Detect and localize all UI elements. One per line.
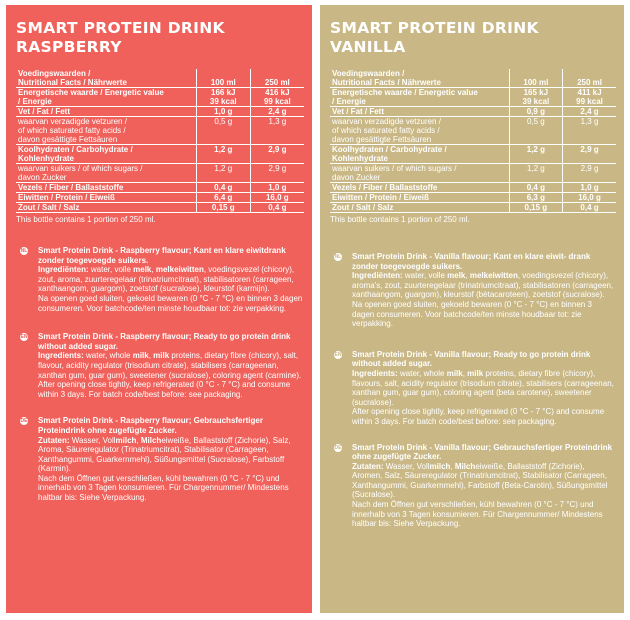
value-line: 39 kcal — [522, 97, 550, 106]
heading-line: eiwitdrank zonder toegevoegde suikers. — [38, 246, 286, 265]
nutrition-row — [330, 193, 616, 203]
value-line: 1,0 g — [580, 183, 599, 192]
heading-line: Smart Protein Drink - Vanilla flavour; Gebrauchsfertiger — [352, 442, 563, 452]
ingredients-text — [38, 436, 304, 474]
nutrition-row — [330, 203, 616, 213]
value-250ml — [250, 117, 304, 145]
value-line: 16,0 g — [265, 193, 289, 202]
value-line: 416 kJ — [265, 88, 290, 97]
ingredients-text — [352, 271, 616, 300]
nutrition-table — [16, 69, 304, 213]
allergen: milch — [115, 435, 137, 445]
language-section-nl — [330, 252, 616, 329]
nutrition-row — [16, 88, 304, 107]
value-line: 0,5 g — [526, 117, 545, 126]
nutrient-label-line: Vet / Fat / Fett — [332, 107, 385, 116]
ingredients-part: , — [136, 435, 141, 445]
value-250ml — [563, 88, 616, 107]
nutrient-label — [16, 145, 196, 164]
nutrient-label — [330, 193, 509, 203]
value-line: 165 kJ — [523, 88, 549, 97]
nutrient-label-line: waarvan verzadigde vetzuren / — [18, 117, 127, 126]
title-line-2: RASPBERRY — [16, 38, 122, 56]
header-line-1: Voedingswaarden / — [18, 69, 91, 78]
nutrient-label — [16, 117, 196, 145]
header-line-2: Nutritional Facts / Nährwerte — [18, 78, 127, 87]
ingredients-label: Zutaten: — [38, 435, 70, 445]
section-heading — [38, 246, 304, 265]
value-line: 0,15 g — [211, 203, 235, 212]
value-250ml — [250, 145, 304, 164]
value-100ml — [509, 164, 562, 183]
allergen: Milch — [454, 461, 476, 471]
heading-line: Smart Protein Drink - Raspberry flavour; Kant en klare — [38, 246, 244, 255]
heading-line: drank zonder toegevoegde suikers. — [352, 252, 591, 271]
ingredients-part: , — [465, 271, 470, 281]
panel-raspberry — [6, 5, 312, 613]
language-badge-icon: DE — [20, 418, 28, 425]
ingredients-part: , — [148, 351, 154, 361]
nutrition-row — [16, 107, 304, 117]
nutrient-label — [330, 164, 509, 183]
value-100ml — [196, 203, 250, 213]
value-100ml — [196, 107, 250, 117]
allergen: milk — [153, 351, 170, 361]
nutrient-label-line: Koolhydraten / Carbohydrate / — [18, 145, 133, 154]
col-100ml: 100 ml — [196, 69, 250, 88]
value-line: 1,2 g — [214, 164, 233, 173]
storage-text: After opening close tightly, keep refrigerated (0 °C - 7 °C) and consume within 3 days. For batch code/best before: see packaging. — [38, 380, 291, 399]
value-line: 1,0 g — [268, 183, 287, 192]
ingredients-part: water, volle — [88, 265, 134, 275]
allergen: melk — [133, 265, 152, 275]
value-line: 1,3 g — [580, 117, 599, 126]
ingredients-text — [352, 462, 616, 500]
ingredients-part: water, whole — [83, 351, 133, 361]
nutrition-row — [330, 183, 616, 193]
title-line-1: SMART PROTEIN DRINK — [330, 19, 539, 37]
value-line: 0,4 g — [580, 203, 599, 212]
nutrition-row — [330, 107, 616, 117]
nutrition-row — [330, 145, 616, 164]
nutrition-header-row — [330, 69, 616, 88]
header-line-1: Voedingswaarden / — [332, 69, 405, 78]
value-250ml — [563, 164, 616, 183]
ingredients-part: eiweiße, Ballaststoff (Zichorie), Aromen, Salz, Säureregulator (Trinatriumcitrat), Stabilisator (Carrageen, Xanthangummi, Guarkernmehl), Farbstoff (Beta-Carotin), Süßungsmittel (Sucralose). — [352, 461, 608, 500]
nutrient-label-line: / Energie — [332, 97, 366, 106]
value-line: 0,4 g — [526, 183, 545, 192]
value-100ml — [196, 193, 250, 203]
storage-text: Nach dem Öffnen gut verschließen, kühl bewahren (0 °C - 7 °C) und innerhalb von 3 Tagen konsumieren. Für Chargennummer/ Mindestens haltbar bis: Siehe Verpackung. — [352, 500, 603, 529]
nutrition-row — [16, 203, 304, 213]
ingredients-label: Ingredients: — [352, 368, 398, 378]
title-line-1: SMART PROTEIN DRINK — [16, 19, 225, 37]
value-line: 2,9 g — [268, 145, 287, 154]
section-heading — [352, 252, 616, 271]
nutrient-label — [16, 193, 196, 203]
ingredients-label: Ingrediënten: — [38, 265, 89, 275]
ingredients-text — [352, 369, 616, 407]
value-line: 6,3 g — [526, 193, 545, 202]
heading-line: Ready to go protein drink without added sugar. — [38, 332, 291, 351]
nutrient-label-line: of which saturated fatty acids / — [18, 126, 126, 135]
panel-vanilla — [320, 5, 624, 613]
nutrient-label-line: Eiwitten / Protein / Eiweiß — [18, 193, 115, 202]
value-100ml — [509, 88, 562, 107]
allergen: melk — [447, 271, 466, 281]
value-line: 1,2 g — [214, 145, 233, 154]
value-line: 1,0 g — [214, 107, 233, 116]
nutrient-label-line: davon Zucker — [332, 173, 381, 182]
header-line-2: Nutritional Facts / Nährwerte — [332, 78, 441, 87]
heading-line: Smart Protein Drink - Raspberry flavour; — [38, 332, 192, 342]
value-line: 1,3 g — [268, 117, 287, 126]
section-heading — [38, 416, 304, 435]
value-line: 0,4 g — [268, 203, 287, 212]
value-line: 2,4 g — [268, 107, 287, 116]
ingredients-part: Wasser, Voll — [69, 435, 116, 445]
heading-line: Smart Protein Drink - Raspberry flavour; Gebrauchsfertiger — [38, 416, 263, 426]
allergen: milk — [132, 351, 149, 361]
nutrition-header — [330, 69, 509, 88]
value-250ml — [250, 203, 304, 213]
nutrition-table — [330, 69, 616, 213]
nutrient-label-line: davon gesättigte Fettsäuren — [18, 135, 118, 144]
ingredients-part: water, volle — [402, 271, 448, 281]
ingredients-text — [38, 265, 304, 294]
nutrient-label — [330, 183, 509, 193]
nutrient-label-line: Kohlenhydrate — [332, 154, 389, 163]
value-100ml — [509, 145, 562, 164]
allergen: Milch — [140, 435, 162, 445]
value-line: 2,4 g — [580, 107, 599, 116]
nutrient-label-line: Vet / Fat / Fett — [18, 107, 71, 116]
nutrient-label — [16, 164, 196, 183]
value-100ml — [509, 203, 562, 213]
allergen: melkeiwitten — [155, 265, 204, 275]
value-250ml — [250, 193, 304, 203]
ingredients-label: Ingrediënten: — [352, 271, 403, 281]
heading-line: Proteindrink ohne zugefügte Zucker. — [352, 442, 613, 462]
language-badge-icon: NL — [334, 254, 342, 260]
storage-text: Na openen goed sluiten, gekoeld bewaren (0 °C - 7 °C) en binnen 3 dagen consumeren. Voor batchcode/ten minste houdbaar tot: zie verpakking. — [38, 293, 303, 313]
value-100ml — [509, 183, 562, 193]
nutrient-label — [16, 183, 196, 193]
value-100ml — [196, 117, 250, 145]
ingredients-part: proteins, dietary fibre (chicory), salt, flavour, acidity regulator (trisodium citrate), stabilisers (carrageenan, xanthan gum, guar gum), sweetener (sucralose), coloring agent (carmine). — [38, 351, 302, 380]
value-line: 2,9 g — [580, 164, 599, 173]
nutrient-label-line: Kohlenhydrate — [18, 154, 75, 163]
value-line: 0,5 g — [214, 117, 233, 126]
nutrient-label-line: / Energie — [18, 97, 52, 106]
nutrition-header-row — [16, 69, 304, 88]
portion-note: This bottle contains 1 portion of 250 ml. — [16, 215, 156, 224]
value-100ml — [196, 88, 250, 107]
nutrition-row — [16, 183, 304, 193]
heading-line: Ready to go protein drink without added sugar. — [352, 349, 591, 369]
nutrition-row — [16, 193, 304, 203]
nutrient-label-line: Energetische waarde / Energetic value — [332, 88, 478, 97]
nutrition-row — [16, 145, 304, 164]
portion-note: This bottle contains 1 portion of 250 ml. — [330, 215, 470, 224]
value-line: 0,9 g — [526, 107, 545, 116]
nutrient-label — [16, 203, 196, 213]
value-line: 6,4 g — [214, 193, 233, 202]
nutrient-label — [330, 145, 509, 164]
nutrition-row — [330, 117, 616, 145]
nutrition-row — [16, 117, 304, 145]
value-250ml — [563, 203, 616, 213]
language-badge-icon: NL — [20, 248, 28, 254]
nutrient-label-line: davon gesättigte Fettsäuren — [332, 135, 432, 144]
ingredients-part: , — [462, 368, 468, 378]
value-line: 411 kJ — [577, 88, 602, 97]
nutrient-label-line: waarvan suikers / of which sugars / — [18, 164, 143, 173]
language-badge-icon: EN — [334, 351, 342, 358]
language-section-de — [330, 443, 616, 529]
value-line: 1,2 g — [526, 145, 545, 154]
storage-text: After opening close tightly, keep refrigerated (0 °C - 7 °C) and consume within 3 days. For batch code/best before: see packaging. — [352, 407, 605, 426]
language-section-en — [330, 350, 616, 427]
value-line: 0,4 g — [214, 183, 233, 192]
storage-text: Na openen goed sluiten, gekoeld bewaren (0 °C - 7 °C) en binnen 3 dagen consumeren. Voor batchcode/ten minste houdbaar tot: zie verpakking. — [352, 299, 592, 329]
language-badge-icon: DE — [334, 444, 342, 451]
language-section-de — [16, 416, 304, 502]
product-title — [16, 19, 304, 57]
value-line: 166 kJ — [211, 88, 236, 97]
nutrient-label-line: Zout / Salt / Salz — [332, 203, 394, 212]
col-250ml: 250 ml — [563, 69, 616, 88]
nutrient-label-line: Energetische waarde / Energetic value — [18, 88, 164, 97]
section-heading — [352, 443, 616, 462]
heading-line: Smart Protein Drink - Vanilla flavour; Kant en klare eiwit- — [352, 252, 567, 261]
value-line: 99 kcal — [263, 97, 291, 106]
language-section-nl — [16, 246, 304, 313]
nutrient-label-line: waarvan verzadigde vetzuren / — [332, 117, 441, 126]
nutrient-label — [330, 88, 509, 107]
nutrition-row — [330, 164, 616, 183]
value-line: 2,9 g — [580, 145, 599, 154]
nutrient-label-line: waarvan suikers / of which sugars / — [332, 164, 457, 173]
ingredients-text — [38, 351, 304, 380]
nutrient-label-line: Vezels / Fiber / Ballaststoffe — [332, 183, 438, 192]
heading-line: Smart Protein Drink - Vanilla flavour; — [352, 349, 492, 359]
ingredients-part: water, whole — [397, 368, 447, 378]
nutrient-label-line: Koolhydraten / Carbohydrate / — [332, 145, 447, 154]
value-250ml — [250, 183, 304, 193]
nutrient-label — [330, 107, 509, 117]
product-title — [330, 19, 616, 57]
ingredients-label: Ingredients: — [38, 351, 84, 361]
title-line-2: VANILLA — [330, 38, 406, 56]
section-heading — [352, 350, 616, 369]
allergen: melkeiwitten — [469, 271, 518, 281]
nutrient-label-line: davon Zucker — [18, 173, 67, 182]
value-250ml — [563, 193, 616, 203]
value-250ml — [250, 88, 304, 107]
allergen: milk — [467, 368, 484, 378]
nutrient-label-line: of which saturated fatty acids / — [332, 126, 440, 135]
value-250ml — [250, 107, 304, 117]
storage-text: Nach dem Öffnen gut verschließen, kühl bewahren (0 °C - 7 °C) und innerhalb von 3 Tagen konsumieren. Für Chargennummer/ Mindestens haltbar bis: Siehe Verpackung. — [38, 473, 289, 503]
value-100ml — [196, 145, 250, 164]
ingredients-label: Zutaten: — [352, 461, 384, 471]
nutrition-header — [16, 69, 196, 88]
value-250ml — [563, 107, 616, 117]
value-250ml — [563, 145, 616, 164]
language-badge-icon: EN — [20, 334, 28, 341]
value-100ml — [509, 117, 562, 145]
section-heading — [38, 332, 304, 351]
nutrient-label-line: Vezels / Fiber / Ballaststoffe — [18, 183, 124, 192]
nutrient-label — [330, 117, 509, 145]
value-line: 2,9 g — [268, 164, 287, 173]
ingredients-part: , voedingsvezel (chicory), zout, aroma, zuurteregelaar (trinatriumcitraat), stabilisatoren (carrageen, xanthaangom, guargom), zoetstof (sucralose), kleurstof (karmijn). — [38, 265, 295, 294]
nutrient-label — [16, 107, 196, 117]
allergen: milch — [429, 461, 451, 471]
value-100ml — [196, 183, 250, 193]
heading-line: Proteindrink ohne zugefügte Zucker. — [38, 425, 177, 435]
value-100ml — [196, 164, 250, 183]
value-line: 39 kcal — [209, 97, 237, 106]
col-250ml: 250 ml — [250, 69, 304, 88]
value-line: 16,0 g — [578, 193, 601, 202]
value-250ml — [250, 164, 304, 183]
nutrient-label-line: Eiwitten / Protein / Eiweiß — [332, 193, 429, 202]
allergen: milk — [446, 368, 463, 378]
ingredients-part: , — [450, 461, 455, 471]
value-250ml — [563, 183, 616, 193]
nutrition-row — [16, 164, 304, 183]
ingredients-part: proteins, dietary fibre (chicory), flavours, salt, acidity regulator (trisodium citrate), stabilisers (carrageenan, xanthan gum, guar gum), coloring agent (beta carotene), sweetener (sucralose). — [352, 368, 614, 407]
value-100ml — [509, 193, 562, 203]
value-100ml — [509, 107, 562, 117]
nutrient-label — [330, 203, 509, 213]
ingredients-part: , voedingsvezel (chicory), aroma's, zout, zuurteregelaar (trinatriumcitraat), stabilisatoren (carrageen, xanthaangom, guargom), kleurstof (bètacaroteen), zoetstof (sucralose). — [352, 271, 614, 300]
language-section-en — [16, 332, 304, 399]
value-line: 1,2 g — [526, 164, 545, 173]
nutrition-row — [330, 88, 616, 107]
ingredients-part: eiweiße, Ballaststoff (Zichorie), Salz, Aroma, Säureregulator (Trinatriumcitrat), Stabilisator (Carrageen, Xanthangummi, Guarkernmehl), Süßungsmittel (Sucralose), Farbstoff (Karmin). — [38, 435, 291, 474]
col-100ml: 100 ml — [509, 69, 562, 88]
nutrient-label-line: Zout / Salt / Salz — [18, 203, 80, 212]
value-250ml — [563, 117, 616, 145]
value-line: 0,15 g — [524, 203, 548, 212]
value-line: 99 kcal — [576, 97, 603, 106]
ingredients-part: Wasser, Voll — [383, 461, 430, 471]
nutrient-label — [16, 88, 196, 107]
ingredients-part: , — [151, 265, 156, 275]
